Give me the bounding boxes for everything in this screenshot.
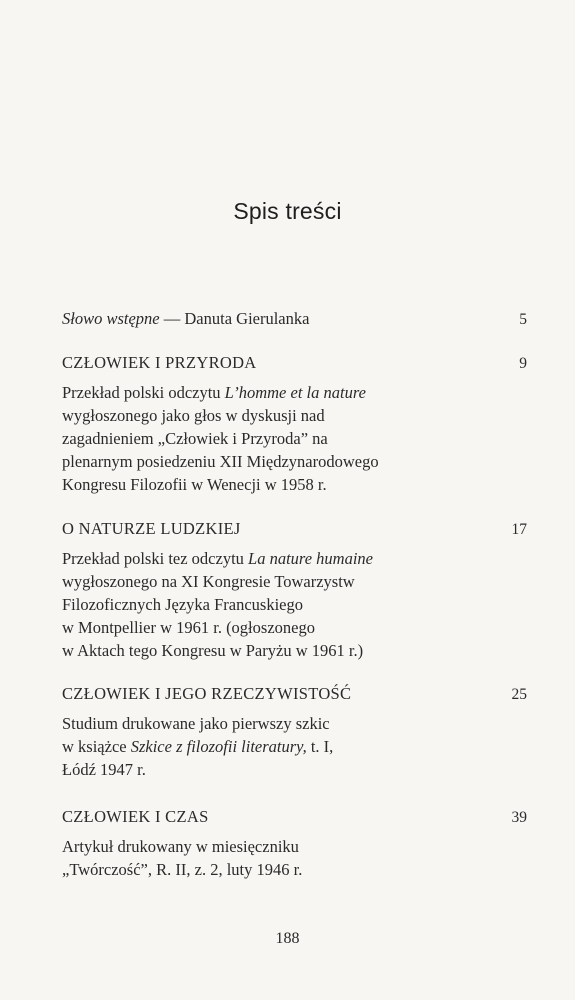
description-line: Filozoficznych Języka Francuskiego: [62, 595, 304, 614]
toc-entry-title: CZŁOWIEK I PRZYRODA: [62, 353, 257, 372]
toc-page-number: 5: [519, 311, 527, 328]
description-line: plenarnym posiedzeniu XII Międzynarodowego: [62, 452, 379, 471]
description-line: „Twórczość”, R. II, z. 2, luty 1946 r.: [62, 860, 303, 879]
description-line: wygłoszonego jako głos w dyskusji nad: [62, 406, 325, 425]
description-line: Przekład polski odczytu L’homme et la nature: [62, 383, 366, 402]
toc-page-number: 9: [519, 355, 527, 372]
description-line: Studium drukowane jako pierwszy szkic: [62, 714, 330, 733]
toc-entry-header: [62, 683, 527, 706]
toc-entry-description: [62, 712, 527, 781]
description-line: Artykuł drukowany w miesięczniku: [62, 837, 299, 856]
toc-entry-description: [62, 547, 527, 662]
toc-entry-czlowiek-i-jego-rzeczywistosc[interactable]: [62, 683, 527, 781]
toc-entry-header: [62, 806, 527, 829]
toc-entry-header: [62, 518, 527, 541]
toc-page-number: 17: [511, 521, 527, 538]
description-line: Kongresu Filozofii w Wenecji w 1958 r.: [62, 475, 327, 494]
description-line: Łódź 1947 r.: [62, 760, 146, 779]
toc-entry-o-naturze-ludzkiej[interactable]: [62, 518, 527, 662]
toc-entry-title: CZŁOWIEK I CZAS: [62, 807, 209, 826]
toc-entry-title: CZŁOWIEK I JEGO RZECZYWISTOŚĆ: [62, 684, 352, 703]
toc-page-number: 39: [511, 809, 527, 826]
toc-entry-title-author: — Danuta Gierulanka: [159, 309, 310, 328]
description-line: wygłoszonego na XI Kongresie Towarzystw: [62, 572, 355, 591]
page-folio: 188: [275, 930, 300, 947]
page-title: Spis treści: [233, 198, 342, 224]
description-line: Przekład polski tez odczytu La nature humaine: [62, 549, 373, 568]
toc-entry-title: O NATURZE LUDZKIEJ: [62, 519, 241, 538]
toc-entry-czlowiek-i-czas[interactable]: [62, 806, 527, 881]
toc-entry-header: [62, 308, 527, 331]
toc-entry-header: [62, 352, 527, 375]
description-line: w Montpellier w 1961 r. (ogłoszonego: [62, 618, 315, 637]
toc-entry-preface[interactable]: [62, 308, 527, 331]
toc-page-number: 25: [511, 686, 527, 703]
toc-entry-description: [62, 381, 527, 496]
toc-entry-description: [62, 835, 527, 881]
description-line: zagadnieniem „Człowiek i Przyroda” na: [62, 429, 328, 448]
description-line: w Aktach tego Kongresu w Paryżu w 1961 r.): [62, 641, 364, 660]
toc-entry-title-italic: Słowo wstępne: [62, 309, 160, 328]
toc-entry-title: [62, 308, 309, 330]
description-line: w książce Szkice z filozofii literatury, t. I,: [62, 737, 334, 756]
toc-entry-czlowiek-i-przyroda[interactable]: [62, 352, 527, 496]
